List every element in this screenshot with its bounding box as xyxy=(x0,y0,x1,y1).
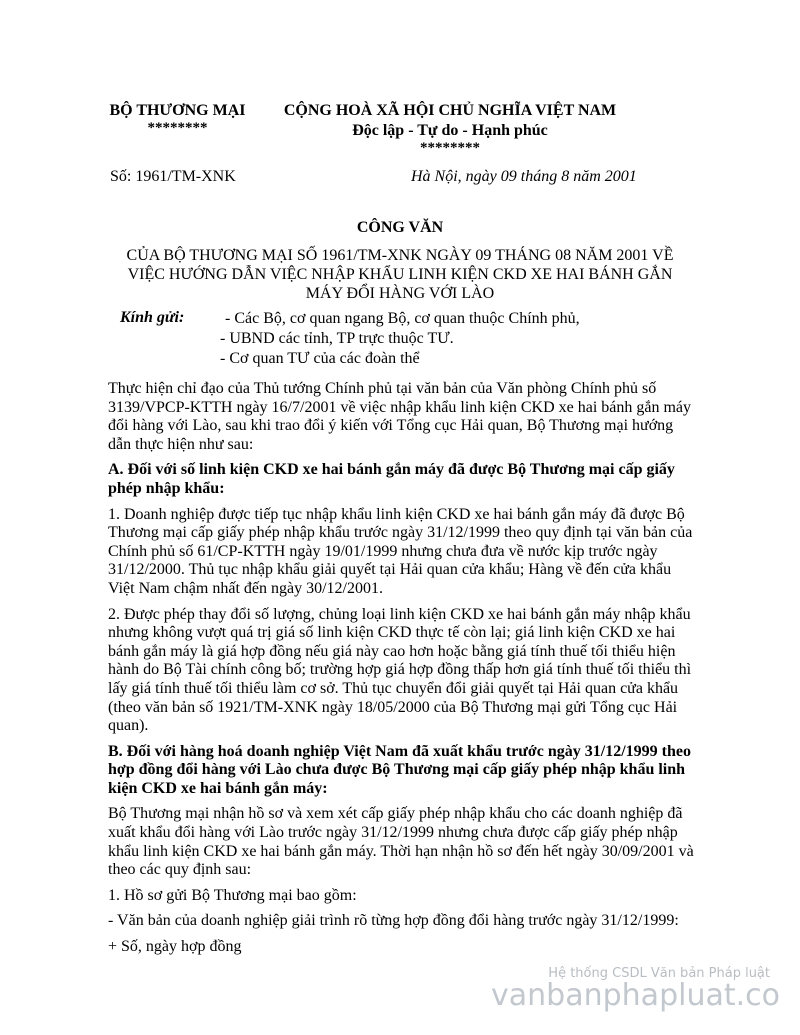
national-title-block xyxy=(280,101,620,155)
recipient-item: - Các Bộ, cơ quan ngang Bộ, cơ quan thuộc Chính phủ, xyxy=(225,310,580,327)
section-b-item-1-b: + Số, ngày hợp đồng xyxy=(108,938,242,956)
issuer-name: BỘ THƯƠNG MẠI xyxy=(109,102,246,119)
recipient-item: - Cơ quan TƯ của các đoàn thể xyxy=(220,350,420,367)
recipient-item: - UBND các tỉnh, TP trực thuộc TƯ. xyxy=(220,330,454,347)
document-subtitle: CỦA BỘ THƯƠNG MẠI SỐ 1961/TM-XNK NGÀY 09 THÁNG 08 NĂM 2001 VỀ VIỆC HƯỚNG DẪN VIỆC NHẬP KHẨU LINH KIỆN CKD XE HAI BÁNH GẮN MÁY ĐỔI HÀNG VỚI LÀO xyxy=(126,247,674,302)
national-title: CỘNG HOÀ XÃ HỘI CHỦ NGHĨA VIỆT NAM xyxy=(283,102,617,119)
document-body xyxy=(108,380,698,964)
section-a-item-1: 1. Doanh nghiệp được tiếp tục nhập khẩu linh kiện CKD xe hai bánh gắn máy đã được Bộ Thương mại cấp giấy phép nhập khẩu trước ngày 31/12/1999 theo quy định tại văn bản của Chính phủ số 61/CP-KTTH ngày 19/01/1999 nhưng chưa đưa về nước kịp trước ngày 31/12/2000. Thủ tục nhập khẩu giải quyết tại Hải quan cửa khẩu; Hàng về đến cửa khẩu Việt Nam chậm nhất đến ngày 30/12/2001. xyxy=(108,505,693,597)
recipients-list xyxy=(220,309,580,369)
intro-paragraph: Thực hiện chỉ đạo của Thủ tướng Chính phủ tại văn bản của Văn phòng Chính phủ số 3139/VPCP-KTTH ngày 16/7/2001 về việc nhập khẩu linh kiện CKD xe hai bánh gắn máy đổi hàng với Lào, sau khi trao đổi ý kiến với Tổng cục Hải quan, Bộ Thương mại hướng dẫn thực hiện như sau: xyxy=(108,380,692,453)
watermark-caption: Hệ thống CSDL Văn bản Pháp luật xyxy=(548,966,770,981)
national-motto: Độc lập - Tự do - Hạnh phúc xyxy=(352,122,548,139)
recipients-label: Kính gửi: xyxy=(120,309,185,326)
section-a-item-2: 2. Được phép thay đổi số lượng, chủng loại linh kiện CKD xe hai bánh gắn máy nhập khẩu nhưng không vượt quá trị giá số linh kiện CKD thực tế còn lại; giá linh kiện CKD xe hai bánh gắn máy là giá hợp đồng nếu giá này cao hơn hoặc bằng giá tính thuế tối thiểu hiện hành do Bộ Tài chính công bố; trường hợp giá hợp đồng thấp hơn giá tính thuế tối thiểu thì lấy giá tính thuế tối thiểu làm cơ sở. Thủ tục chuyển đổi giải quyết tại Hải quan cửa khẩu (theo văn bản số 1921/TM-XNK ngày 18/05/2000 của Bộ Thương mại gửi Tổng cục Hải quan). xyxy=(108,605,692,735)
section-b-item-1-a: - Văn bản của doanh nghiệp giải trình rõ từng hợp đồng đổi hàng trước ngày 31/12/1999: xyxy=(108,912,679,930)
document-date: Hà Nội, ngày 09 tháng 8 năm 2001 xyxy=(411,168,637,185)
national-stars: ******** xyxy=(420,140,480,156)
section-b-item-1: 1. Hồ sơ gửi Bộ Thương mại bao gồm: xyxy=(108,886,357,904)
issuer-block xyxy=(95,101,260,135)
document-title: CÔNG VĂN xyxy=(356,219,444,236)
issuer-stars: ******** xyxy=(147,120,208,136)
section-b-intro: Bộ Thương mại nhận hồ sơ và xem xét cấp giấy phép nhập khẩu cho các doanh nghiệp đã xuất khẩu đổi hàng với Lào trước ngày 31/12/1999 nhưng chưa được cấp giấy phép nhập khẩu linh kiện CKD xe hai bánh gắn máy. Thời hạn nhận hồ sơ đến hết ngày 30/09/2001 và theo các quy định sau: xyxy=(108,805,694,879)
watermark-site: vanbanphapluat.co xyxy=(491,978,780,1013)
section-a-heading: A. Đối với số linh kiện CKD xe hai bánh gắn máy đã được Bộ Thương mại cấp giấy phép nhập khẩu: xyxy=(108,461,675,497)
document-number: Số: 1961/TM-XNK xyxy=(110,168,236,185)
section-b-heading: B. Đối với hàng hoá doanh nghiệp Việt Nam đã xuất khẩu trước ngày 31/12/1999 theo hợp đồng đổi hàng với Lào chưa được Bộ Thương mại cấp giấy phép nhập khẩu linh kiện CKD xe hai bánh gắn máy: xyxy=(108,742,691,797)
